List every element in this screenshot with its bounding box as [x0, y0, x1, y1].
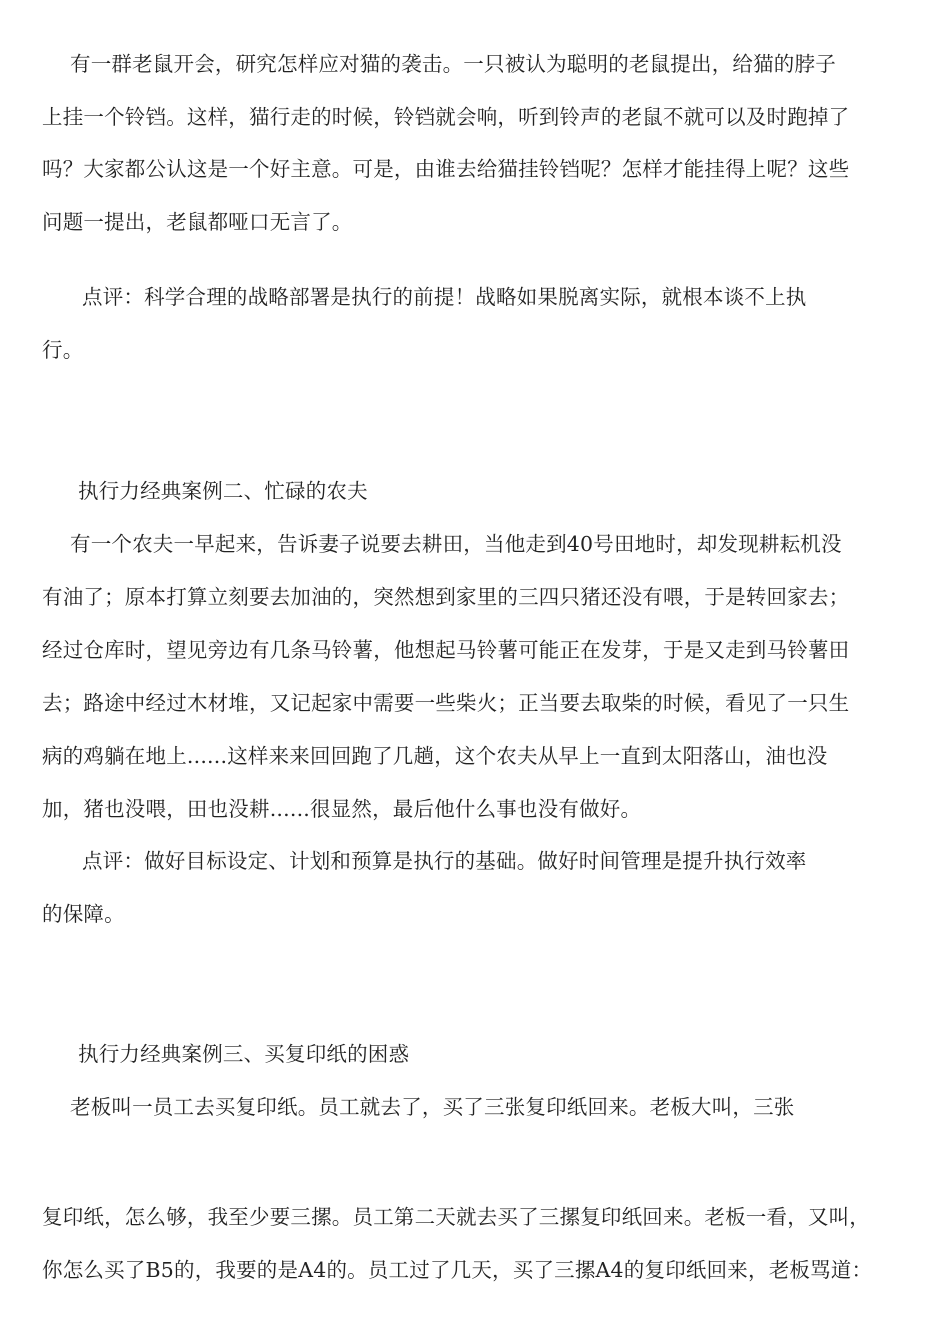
case2-line-4: 去；路途中经过木材堆，又记起家中需要一些柴火；正当要去取柴的时候，看见了一只生 — [42, 691, 850, 715]
case2-line-1: 有一个农夫一早起来，告诉妻子说要去耕田，当他走到40号田地时，却发现耕耘机没 — [70, 532, 842, 556]
story1-comment-line-1: 点评：科学合理的战略部署是执行的前提！战略如果脱离实际，就根本谈不上执 — [82, 285, 807, 309]
case3-title: 执行力经典案例三、买复印纸的困惑 — [78, 1042, 410, 1066]
story1-comment-line-2: 行。 — [42, 338, 84, 362]
case2-comment-line-2: 的保障。 — [42, 902, 125, 926]
case2-comment-line-1: 点评：做好目标设定、计划和预算是执行的基础。做好时间管理是提升执行效率 — [82, 849, 807, 873]
case3-line-3: 你怎么买了B5的，我要的是A4的。员工过了几天，买了三摞A4的复印纸回来，老板骂道： — [42, 1258, 873, 1282]
case2-line-5: 病的鸡躺在地上......这样来来回回跑了几趟，这个农夫从早上一直到太阳落山，油也没 — [42, 744, 828, 768]
case2-line-2: 有油了；原本打算立刻要去加油的，突然想到家里的三四只猪还没有喂，于是转回家去； — [42, 585, 850, 609]
case3-line-2: 复印纸，怎么够，我至少要三摞。员工第二天就去买了三摞复印纸回来。老板一看，又叫， — [42, 1205, 870, 1229]
case2-line-3: 经过仓库时，望见旁边有几条马铃薯，他想起马铃薯可能正在发芽，于是又走到马铃薯田 — [42, 638, 850, 662]
story1-line-3: 吗？大家都公认这是一个好主意。可是，由谁去给猫挂铃铛呢？怎样才能挂得上呢？这些 — [42, 157, 850, 181]
story1-line-2: 上挂一个铃铛。这样，猫行走的时候，铃铛就会响，听到铃声的老鼠不就可以及时跑掉了 — [42, 105, 850, 129]
case3-line-1: 老板叫一员工去买复印纸。员工就去了，买了三张复印纸回来。老板大叫，三张 — [70, 1095, 795, 1119]
story1-line-4: 问题一提出，老鼠都哑口无言了。 — [42, 210, 353, 234]
case2-line-6: 加，猪也没喂，田也没耕......很显然，最后他什么事也没有做好。 — [42, 797, 642, 821]
story1-line-1: 有一群老鼠开会，研究怎样应对猫的袭击。一只被认为聪明的老鼠提出，给猫的脖子 — [70, 52, 836, 76]
case2-title: 执行力经典案例二、忙碌的农夫 — [78, 479, 368, 503]
